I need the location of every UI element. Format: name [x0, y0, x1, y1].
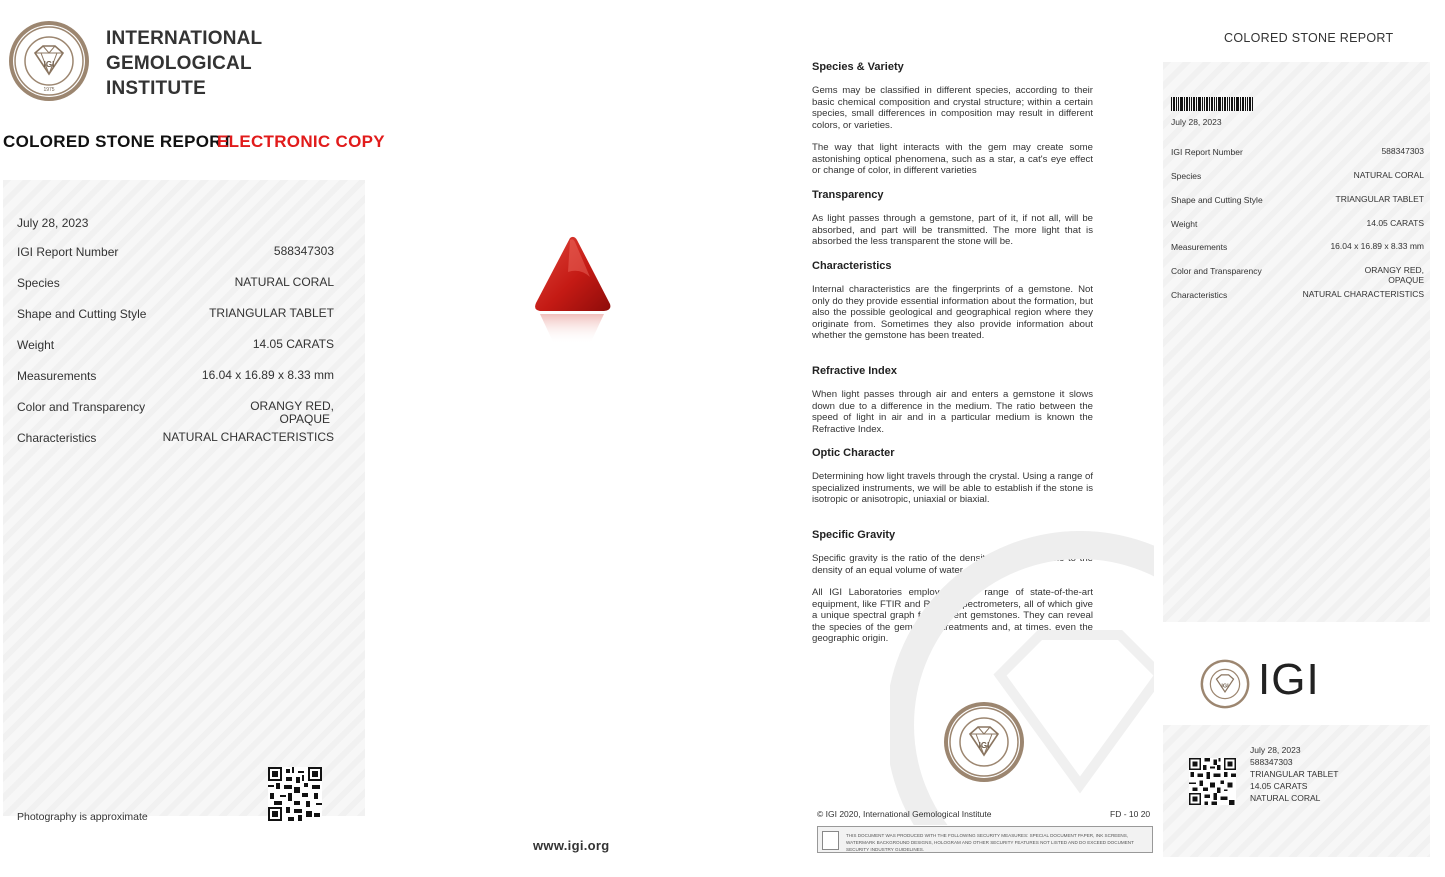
- qr-code-icon: [268, 767, 322, 821]
- security-strip: [817, 826, 1153, 853]
- igi-seal-logo: [8, 20, 90, 102]
- seal-logo-icon: [8, 20, 90, 102]
- gemstone-photo: [530, 232, 614, 344]
- svg-text:1975: 1975: [43, 87, 55, 93]
- section-text-optic: Determining how light travels through the crystal. Using a range of specialized instruments, we will be able to establish if the stone is isotropic or anisotropic, uniaxial or biaxial.: [812, 471, 1093, 506]
- section-text-gravity-1: Specific gravity is the ratio of the density of the gemstone to the density of an equal volume of water.: [812, 553, 1093, 576]
- card-title: COLORED STONE REPORT: [1224, 31, 1394, 45]
- svg-text:IGI: IGI: [1221, 683, 1229, 690]
- barcode: [1171, 97, 1253, 111]
- certificate-seal: [943, 701, 1025, 783]
- document-icon: [822, 831, 839, 850]
- seal-logo-icon: [943, 701, 1025, 783]
- section-title-transparency: Transparency: [812, 189, 884, 201]
- qr-code-icon: [1189, 758, 1236, 805]
- section-text-characteristics: Internal characteristics are the fingerprints of a gemstone. Not only do they provide essential information about the formation, but also the possible geological and geographical region where they originate from. Sometimes they also provide information about whether the gemstone has been treated.: [812, 284, 1093, 342]
- security-text: THIS DOCUMENT WAS PRODUCED WITH THE FOLLOWING SECURITY MEASURES: SPECIAL DOCUMENT PAPER, INK SCREENS, WATERMARK BACKGROUND DESIGNS, HOLOGRAM AND OTHER SECURITY FEATURES NOT LISTED AND DO EXCEED DOCUMENT SECURITY INDUSTRY GUIDELINES.: [846, 833, 1134, 852]
- org-name: INTERNATIONAL GEMOLOGICAL INSTITUTE: [106, 28, 263, 99]
- section-title-optic: Optic Character: [812, 447, 895, 459]
- photo-note: Photography is approximate: [17, 811, 148, 823]
- qr-code-left: [268, 767, 322, 821]
- barcode-icon: [1171, 97, 1253, 111]
- section-text-species-1: Gems may be classified in different species, according to their basic chemical composition and crystal structure; within a certain species, small differences in composition may result in different colors, or varieties.: [812, 85, 1093, 131]
- section-text-transparency: As light passes through a gemstone, part of it, if not all, will be absorbed, and part will be transmitted. The more light that is absorbed the less transparent the stone will be.: [812, 213, 1093, 248]
- igi-logo-text: IGI: [1258, 655, 1320, 704]
- section-title-characteristics: Characteristics: [812, 260, 892, 272]
- card-summary-lines: July 28, 2023 588347303 TRIANGULAR TABLET 14.05 CARATS NATURAL CORAL: [1250, 745, 1339, 803]
- card-date: July 28, 2023: [1171, 117, 1222, 127]
- report-date: July 28, 2023: [17, 216, 89, 230]
- copyright-text: © IGI 2020, International Gemological Institute: [817, 809, 992, 819]
- svg-text:IGI: IGI: [978, 741, 990, 750]
- section-text-gravity-2: All IGI Laboratories employ a wide range of state-of-the-art equipment, like FTIR and Raman spectrometers, all of which give a unique spectral graph for different gemstones. They can reveal the species of the gemstone, treatments and, at times, even the geographic origin.: [812, 587, 1093, 645]
- section-text-species-2: The way that light interacts with the gem may create some astonishing optical phenomena, such as a star, a cat's eye effect or change of color, in different varieties: [812, 142, 1093, 177]
- form-code: FD - 10 20: [1110, 809, 1151, 819]
- section-text-refractive: When light passes through air and enters a gemstone it slows down due to a difference in the medium. The ratio between the speed of light in air and in a particular medium is known the Refractive Index.: [812, 389, 1093, 435]
- svg-text:IGI: IGI: [43, 60, 55, 69]
- website-link[interactable]: www.igi.org: [533, 838, 610, 853]
- qr-code-right: [1189, 758, 1236, 805]
- seal-logo-icon: [1200, 659, 1250, 709]
- section-title-refractive: Refractive Index: [812, 365, 897, 377]
- gemstone-image: [530, 232, 614, 344]
- electronic-copy-label: ELECTRONIC COPY: [217, 132, 385, 151]
- igi-logo-seal: [1200, 659, 1250, 709]
- section-title-gravity: Specific Gravity: [812, 529, 896, 541]
- section-title-species: Species & Variety: [812, 61, 904, 73]
- report-title: COLORED STONE REPORT: [3, 132, 233, 151]
